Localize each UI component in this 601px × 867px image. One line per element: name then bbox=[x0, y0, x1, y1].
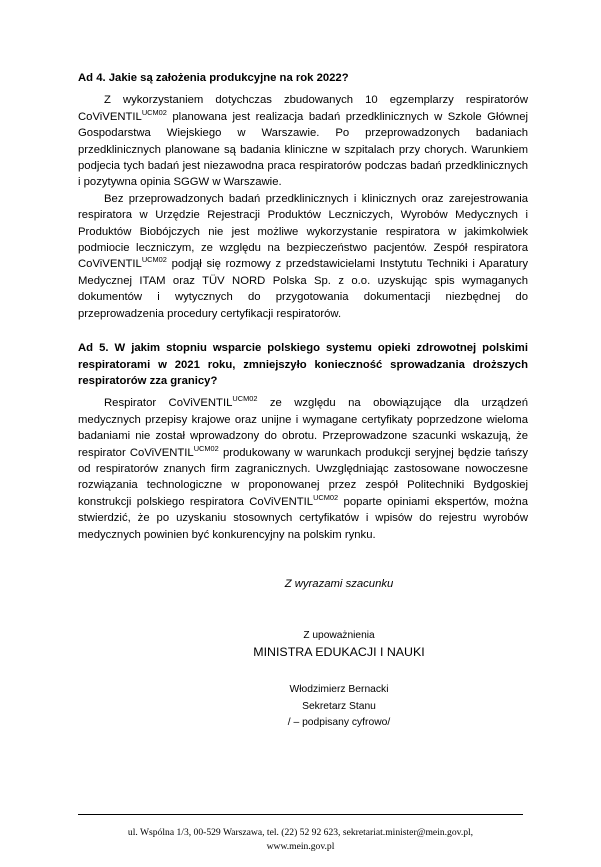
section-heading-ad5-text: Ad 5. W jakim stopniu wsparcie polskiego systemu opieki zdrowotnej polskimi respiratorami w 2021 roku, zmniejszyło konieczność sprowadzania droższych respiratorów zza granicy? bbox=[78, 342, 528, 387]
page-footer bbox=[0, 826, 601, 853]
superscript-ucm02: UCM02 bbox=[232, 394, 258, 404]
section-heading-ad4-text: Ad 4. Jakie są założenia produkcyjne na rok 2022? bbox=[78, 72, 349, 84]
footer-contact-line: ul. Wspólna 1/3, 00-529 Warszawa, tel. (22) 52 92 623, sekretariat.minister@mein.gov.pl, bbox=[127, 827, 474, 838]
authority-ministry: MINISTRA EDUKACJI I NAUKI bbox=[253, 645, 425, 659]
signer-block bbox=[78, 682, 528, 732]
paragraph-ad5-1: Respirator CoViVENTIL$^{UCM02}$ ze względu na obowiązujące dla urządzeń medycznych przepisy krajowe oraz unijne i wymagane certyfikaty poprzedzone wieloma badaniami nie został wprowadzony do obrotu. Przeprowadzone szacunki wskazują, że respirator CoViVENTIL$^{UCM02}$ produkowany w warunkach produkcji seryjnej będzie tańszy od respiratorów znanych firm zagranicznych. Uwzględniając zastosowane nowoczesne rozwiązania technologiczne w proponowanej przez zespół Politechniki Bydgoskiej konstrukcji polskiego respiratora CoViVENTIL$^{UCM02}$ poparte opiniami ekspertów, można stwierdzić, że po uzyskaniu stosownych certyfikatów i wpisów do rejestru wyrobów medycznych powinien być konkurencyjny na polskim rynku. bbox=[78, 394, 528, 541]
paragraph-ad4-1: Z wykorzystaniem dotychczas zbudowanych 10 egzemplarzy respiratorów CoViVENTIL$^{UCM02}$ planowana jest realizacja badań przedklinicznych w Szkole Głównej Gospodarstwa Wiejskiego w Warszawie. Po przeprowadzonych badaniach przedklinicznych planowane są badania kliniczne w szpitalach przy chorych. Warunkiem podjecia tych badań jest niezawodna praca respiratorów podczas badań przedklinicznych i pozytywna opinia SGGW w Warszawie. bbox=[78, 94, 528, 189]
superscript-ucm02: UCM02 bbox=[141, 255, 167, 265]
closing-regards: Z wyrazami szacunku bbox=[284, 578, 394, 590]
signer-name: Włodzimierz Bernacki bbox=[289, 684, 389, 695]
footer-divider bbox=[78, 814, 523, 815]
signer-title: Sekretarz Stanu bbox=[302, 700, 376, 712]
superscript-ucm02: UCM02 bbox=[193, 443, 219, 453]
section-heading-ad4 bbox=[78, 70, 528, 86]
signature-block bbox=[78, 578, 528, 732]
document-body bbox=[78, 70, 528, 543]
signer-digital-signature-note: / – podpisany cyfrowo/ bbox=[287, 717, 391, 728]
superscript-ucm02: UCM02 bbox=[313, 492, 339, 502]
paragraph-ad4-2: Bez przeprowadzonych badań przedklinicznych i klinicznych oraz zarejestrowania respiratora w Urzędzie Rejestracji Produktów Leczniczych, Wyrobów Medycznych i Produktów Biobójczych nie jest możliwe wykorzystanie respiratora w jakimkolwiek podmiocie leczniczym, ze względu na bezpieczeństwo pacjentów. Zespół respiratora CoViVENTIL$^{UCM02}$ podjął się rozmowy z przedstawicielami Instytutu Techniki i Aparatury Medycznej ITAM oraz TÜV NORD Polska Sp. z o.o. uzyskując spis wymaganych dokumentów i wytycznych do przygotowania dokumentacji niezbędnej do przeprowadzenia procedury certyfikacji respiratorów. bbox=[78, 192, 528, 320]
authority-block bbox=[78, 628, 528, 662]
authority-on-behalf: Z upoważnienia bbox=[303, 630, 375, 641]
footer-website-line: www.mein.gov.pl bbox=[266, 840, 335, 852]
section-heading-ad5 bbox=[78, 340, 528, 389]
superscript-ucm02: UCM02 bbox=[141, 108, 167, 118]
